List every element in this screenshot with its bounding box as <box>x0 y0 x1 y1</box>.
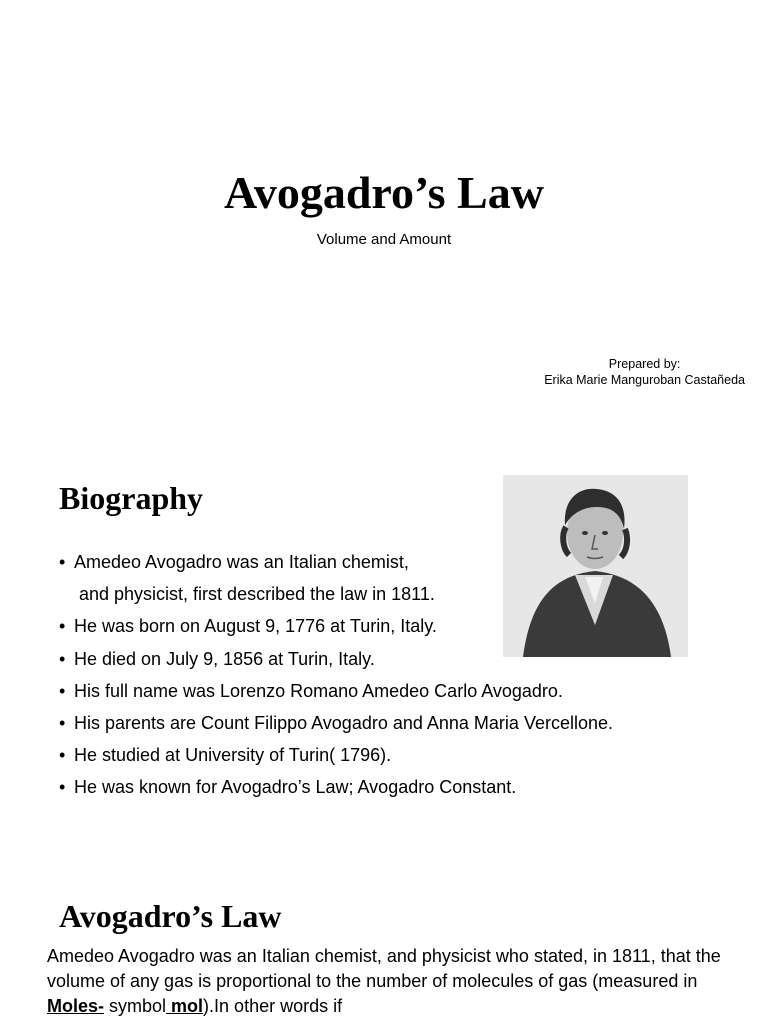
paragraph-text: ).In other words if <box>203 996 343 1016</box>
law-paragraph <box>47 944 747 1019</box>
slide-subtitle: Volume and Amount <box>316 231 452 248</box>
paragraph-text: symbol <box>104 996 167 1016</box>
slide-title: Avogadro’s Law <box>224 167 544 218</box>
bullet-item: • He was born on August 9, 1776 at Turin, Italy. <box>59 610 739 642</box>
bullet-item: • He died on July 9, 1856 at Turin, Italy. <box>59 643 739 675</box>
biography-heading: Biography <box>59 480 204 516</box>
bullet-item: • His parents are Count Filippo Avogadro and Anna Maria Vercellone. <box>59 707 739 739</box>
bullet-item: • He was known for Avogadro’s Law; Avogadro Constant. <box>59 771 739 803</box>
bullet-item: • His full name was Lorenzo Romano Amedeo Carlo Avogadro. <box>59 675 739 707</box>
biography-slide <box>0 440 768 860</box>
bullet-item-continuation: and physicist, first described the law in 1811. <box>79 584 435 605</box>
bullet-item: • Amedeo Avogadro was an Italian chemist, <box>59 546 739 578</box>
bullet-item: • He studied at University of Turin( 1796). <box>59 739 739 771</box>
moles-term: Moles- <box>47 996 105 1016</box>
paragraph-text: Amedeo Avogadro was an Italian chemist, and physicist who stated, in 1811, that the volume of any gas is proportional to the number of molecules of gas (measured in <box>47 946 721 991</box>
title-slide <box>0 0 768 440</box>
mol-term: mol <box>166 996 204 1016</box>
biography-bullet-list <box>59 546 739 804</box>
avogadros-law-slide <box>0 860 768 1024</box>
author-name: Erika Marie Manguroban Castañeda <box>544 373 745 387</box>
prepared-by-block <box>544 356 745 388</box>
prepared-by-label: Prepared by: <box>608 357 681 371</box>
law-heading: Avogadro’s Law <box>59 898 282 934</box>
